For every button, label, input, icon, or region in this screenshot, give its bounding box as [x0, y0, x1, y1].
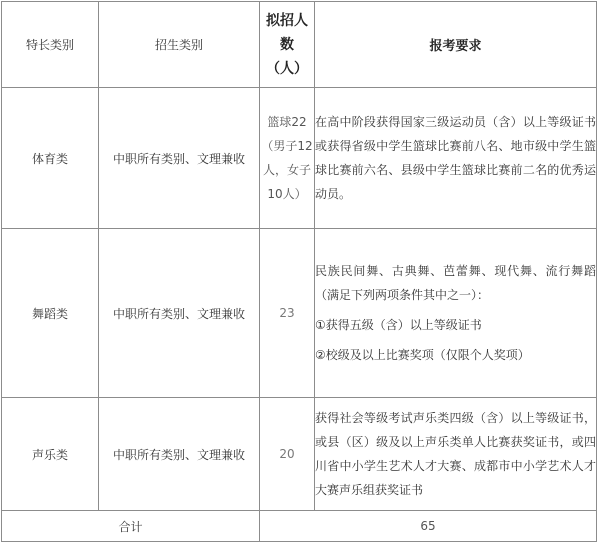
header-enroll-type: 招生类别	[99, 2, 260, 88]
cell-specialty: 声乐类	[2, 398, 99, 511]
requirements-item: ②校级及以上比赛奖项（仅限个人奖项）	[315, 348, 530, 362]
header-planned-line2: 数	[280, 36, 294, 53]
cell-planned-count: 23	[260, 229, 315, 398]
table-row-total	[2, 511, 597, 542]
cell-requirements: 获得社会等级考试声乐类四级（含）以上等级证书，或县（区）级及以上声乐类单人比赛获奖证书，或四川省中小学生艺术人才大赛、成都市中小学艺术人才大赛声乐组获奖证书	[315, 398, 597, 511]
cell-requirements: 在高中阶段获得国家三级运动员（含）以上等级证书或获得省级中学生篮球比赛前八名、地市级中学生篮球比赛前六名、县级中学生篮球比赛前二名的优秀运动员。	[315, 88, 597, 229]
cell-enroll-type: 中职所有类别、文理兼收	[99, 88, 260, 229]
table-row-vocal	[2, 398, 597, 511]
cell-total-value: 65	[260, 511, 597, 542]
cell-requirements	[315, 229, 597, 398]
admission-requirements-table	[1, 1, 597, 542]
cell-specialty: 舞蹈类	[2, 229, 99, 398]
header-specialty: 特长类别	[2, 2, 99, 88]
table-row-sports	[2, 88, 597, 229]
cell-enroll-type: 中职所有类别、文理兼收	[99, 398, 260, 511]
cell-planned-count: 20	[260, 398, 315, 511]
requirements-item: ①获得五级（含）以上等级证书	[315, 318, 482, 332]
header-planned-count	[260, 2, 315, 88]
header-planned-line1: 拟招人	[266, 12, 308, 29]
cell-total-label: 合计	[2, 511, 260, 542]
cell-planned-count: 篮球22（男子12人，女子10人）	[260, 88, 315, 229]
header-planned-line3: （人）	[266, 60, 308, 77]
requirements-intro: 民族民间舞、古典舞、芭蕾舞、现代舞、流行舞蹈（满足下列两项条件其中之一）：	[315, 264, 596, 302]
header-requirements: 报考要求	[315, 2, 597, 88]
table-header-row	[2, 2, 597, 88]
cell-enroll-type: 中职所有类别、文理兼收	[99, 229, 260, 398]
cell-specialty: 体育类	[2, 88, 99, 229]
table-row-dance	[2, 229, 597, 398]
